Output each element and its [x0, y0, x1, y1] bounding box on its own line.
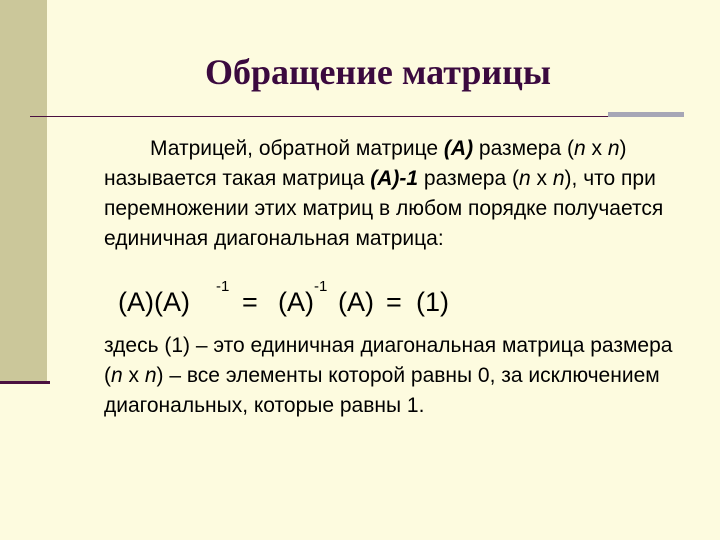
inverse-matrix-formula: [118, 280, 458, 320]
definition-text: размера (: [418, 167, 519, 190]
definition-text: ) называется такая матрица: [104, 137, 627, 190]
dimension-symbol: n: [111, 364, 123, 387]
formula-product: (A)(A): [118, 287, 190, 317]
note-text: здесь (1) – это единичная диагональная матрица размера (: [104, 334, 673, 387]
definition-text: ), что при перемножении этих матриц в любом порядке получается единичная диагональная матрица:: [104, 167, 664, 250]
definition-text: размера (: [473, 137, 574, 160]
title-divider: [30, 116, 682, 117]
note-text: ) – все элементы которой равны 0, за исключением диагональных, которые равны 1.: [104, 364, 660, 417]
definition-text: x: [530, 167, 553, 190]
slide-title: Обращение матрицы: [205, 52, 551, 92]
dimension-symbol: n: [607, 137, 620, 160]
formula-identity: (1): [416, 287, 449, 317]
definition-text: x: [585, 137, 608, 160]
definition-paragraph: [104, 134, 684, 254]
formula-matrix: (A): [338, 287, 374, 317]
formula-graphic: [118, 280, 458, 320]
inverse-matrix-symbol: (A)-1: [370, 167, 419, 190]
dimension-symbol: n: [144, 364, 157, 387]
dimension-symbol: n: [573, 137, 586, 160]
side-decoration-line: [0, 381, 50, 384]
formula-inverse-base: (A): [278, 287, 314, 317]
matrix-symbol: (A): [443, 137, 474, 160]
formula-superscript: -1: [216, 280, 230, 295]
dimension-symbol: n: [518, 167, 531, 190]
dimension-symbol: n: [552, 167, 565, 190]
formula-equals: =: [386, 287, 402, 317]
definition-text: Матрицей, обратной матрице: [150, 137, 444, 160]
formula-equals: =: [242, 287, 258, 317]
note-text: x: [122, 364, 145, 387]
formula-superscript: -1: [314, 280, 328, 295]
title-divider-accent: [608, 112, 684, 117]
note-paragraph: [104, 331, 684, 421]
